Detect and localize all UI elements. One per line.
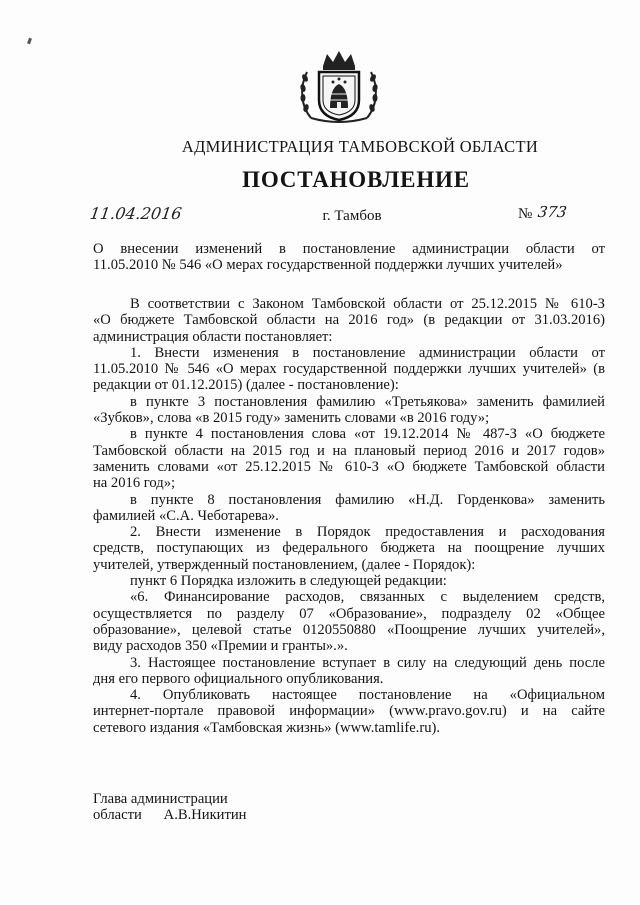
body-line: 2. Внести изменение в Порядок предоставления и расходования [130,524,605,541]
body-line: «О бюджете Тамбовской области на 2016 год» (в редакции от 31.03.2016) [93,312,605,329]
body-line: 1. Внести изменения в постановление администрации области от [130,344,605,361]
body-line: на 2016 год»; [93,475,176,492]
document-number-label: № [518,206,533,222]
issuing-authority: АДМИНИСТРАЦИЯ ТАМБОВСКОЙ ОБЛАСТИ [181,137,539,156]
body-line: осуществляется по разделу 07 «Образование», подразделу 02 «Общее [93,605,605,622]
body-line: виду расходов 350 «Премии и гранты».». [93,638,348,655]
body-line: редакции от 01.12.2015) (далее - постановление): [93,377,399,394]
coat-of-arms-emblem [297,48,381,126]
signature-block [93,791,247,824]
body-line: Тамбовской области на 2015 год и на плановый период 2016 и 2017 годов» [93,442,605,459]
document-type-title: ПОСТАНОВЛЕНИЕ [242,167,470,192]
document-subject [93,241,605,274]
body-line: интернет-портале правовой информации» (www.pravo.gov.ru) и на сайте [93,703,605,720]
document-date: 11.04.2016 [88,204,183,223]
body-line: пункт 6 Порядка изложить в следующей редакции: [130,573,447,590]
body-line: фамилией «С.А. Чеботарева». [93,507,279,524]
body-line: заменить словами «от 25.12.2015 № 610-З «О бюджете Тамбовской области [93,458,605,475]
body-line: 4. Опубликовать настоящее постановление на «Официальном [130,687,605,704]
document-city: г. Тамбов [322,208,382,224]
body-line: администрация области постановляет: [93,328,333,345]
body-line: 3. Настоящее постановление вступает в силу на следующий день после [130,654,605,671]
document-number: 373 [536,203,568,221]
body-line: сетевого издания «Тамбовская жизнь» (www.tamlife.ru). [93,719,440,736]
body-line: учителей, утвержденный постановлением, (далее - Порядок): [93,556,476,573]
signature-name: области А.В.Никитин [93,807,247,824]
signature-position: Глава администрации [93,791,228,807]
subject-line: О внесении изменений в постановление администрации области от [93,241,605,257]
body-line: в пункте 8 постановления фамилию «Н.Д. Горденкова» заменить [130,491,605,508]
body-line: В соответствии с Законом Тамбовской области от 25.12.2015 № 610-З [130,296,605,312]
subject-line: 11.05.2010 № 546 «О мерах государственной поддержки лучших учителей» [93,257,563,274]
body-line: дня его первого официального опубликования. [93,670,384,687]
scan-mark [27,38,32,45]
body-line: образование», целевой статье 0120550880 «Поощрение лучших учителей», [93,621,605,638]
body-line: в пункте 3 постановления фамилию «Третьякова» заменить фамилией [130,393,605,410]
document-body [93,296,605,736]
body-line: средств, поступающих из федерального бюджета на поощрение лучших [93,540,605,557]
body-line: в пункте 4 постановления слова «от 19.12.2014 № 487-З «О бюджете [130,426,605,443]
body-line: «6. Финансирование расходов, связанных с выделением средств, [130,589,605,606]
body-line: 11.05.2010 № 546 «О мерах государственной поддержки лучших учителей» (в [93,361,605,378]
body-line: «Зубков», слова «в 2015 году» заменить словами «в 2016 году»; [93,410,490,427]
